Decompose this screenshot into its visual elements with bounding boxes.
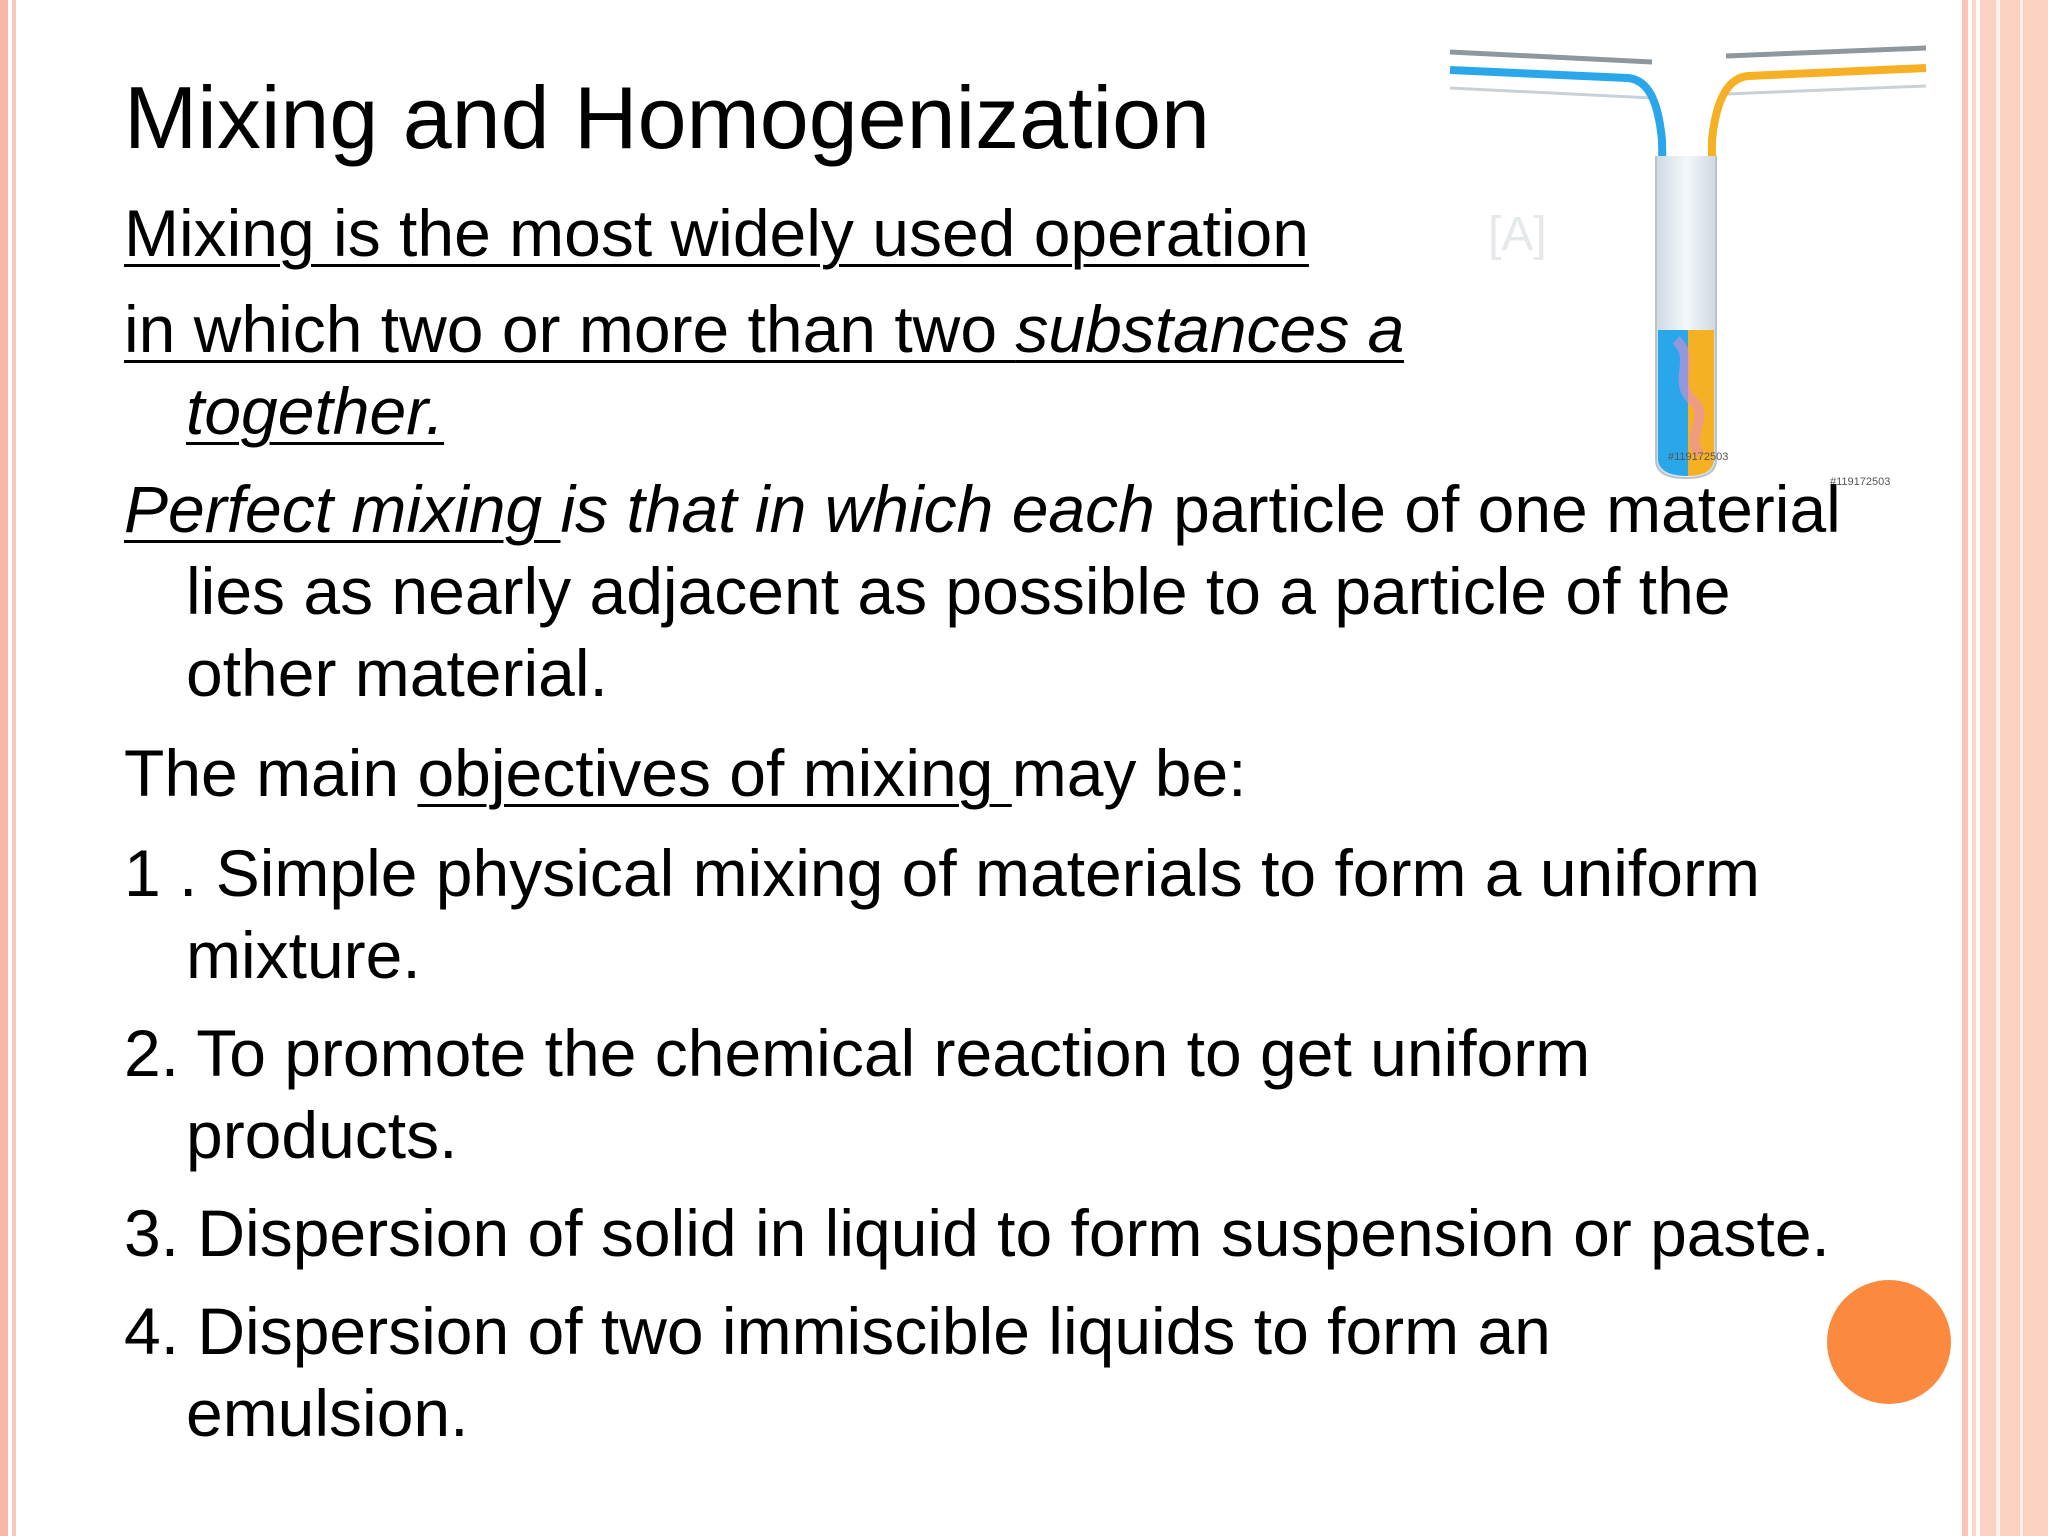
objectives-text-b: may be: [1011, 736, 1247, 810]
item-1-line-2: mixture. [186, 918, 421, 992]
objectives-term: objectives of mixing [417, 736, 1012, 810]
definition-paragraph [124, 192, 1924, 274]
watermark-logo: [A] [1488, 208, 1547, 261]
definition-line-2b: substances a [1015, 292, 1405, 366]
perfect-mixing-text-a: is that in which each [560, 472, 1155, 546]
perfect-mixing-text-b: particle of one material [1154, 472, 1841, 546]
definition-line-3: together. [186, 374, 445, 448]
stock-id: #119172503 [1668, 451, 1729, 463]
objective-item-4 [124, 1290, 1924, 1454]
slide-title: Mixing and Homogenization [124, 68, 1210, 167]
definition-line-2-clip [124, 288, 1404, 370]
right-stripe-3 [1996, 0, 2000, 1536]
right-stripe-2 [1972, 0, 1976, 1536]
stock-id-label: #119172503 [1830, 476, 1891, 488]
right-border-band [1980, 0, 2048, 1536]
definition-line-2a: in which two or more than two [124, 292, 1016, 366]
perfect-mixing-term: Perfect mixing [124, 472, 561, 546]
item-4-line-2: emulsion. [186, 1376, 469, 1450]
item-1-line-1: 1 . Simple physical mixing of materials to form a uniform [124, 836, 1760, 910]
item-3-line-1: 3. Dispersion of solid in liquid to form suspension or paste. [124, 1196, 1830, 1270]
right-stripe-4 [2020, 0, 2023, 1536]
objective-item-2 [124, 1012, 1924, 1176]
definition-continued [124, 288, 1924, 452]
item-2-line-2: products. [186, 1098, 458, 1172]
objective-item-1 [124, 832, 1924, 996]
definition-line-1: Mixing is the most widely used operation [124, 196, 1309, 270]
perfect-mixing-line-2: lies as nearly adjacent as possible to a particle of the [186, 554, 1731, 628]
right-stripe-1 [1962, 0, 1968, 1536]
item-2-line-1: 2. To promote the chemical reaction to get uniform [124, 1016, 1591, 1090]
objective-item-3 [124, 1192, 1924, 1274]
perfect-mixing-line-3: other material. [186, 636, 608, 710]
objectives-intro [124, 732, 1924, 814]
item-4-line-1: 4. Dispersion of two immiscible liquids to form an [124, 1294, 1551, 1368]
left-stripe-outer [0, 0, 8, 1536]
orange-circle-decoration [1827, 1280, 1951, 1404]
perfect-mixing-paragraph [124, 468, 1924, 714]
left-stripe-inner [12, 0, 16, 1536]
objectives-text-a: The main [124, 736, 418, 810]
